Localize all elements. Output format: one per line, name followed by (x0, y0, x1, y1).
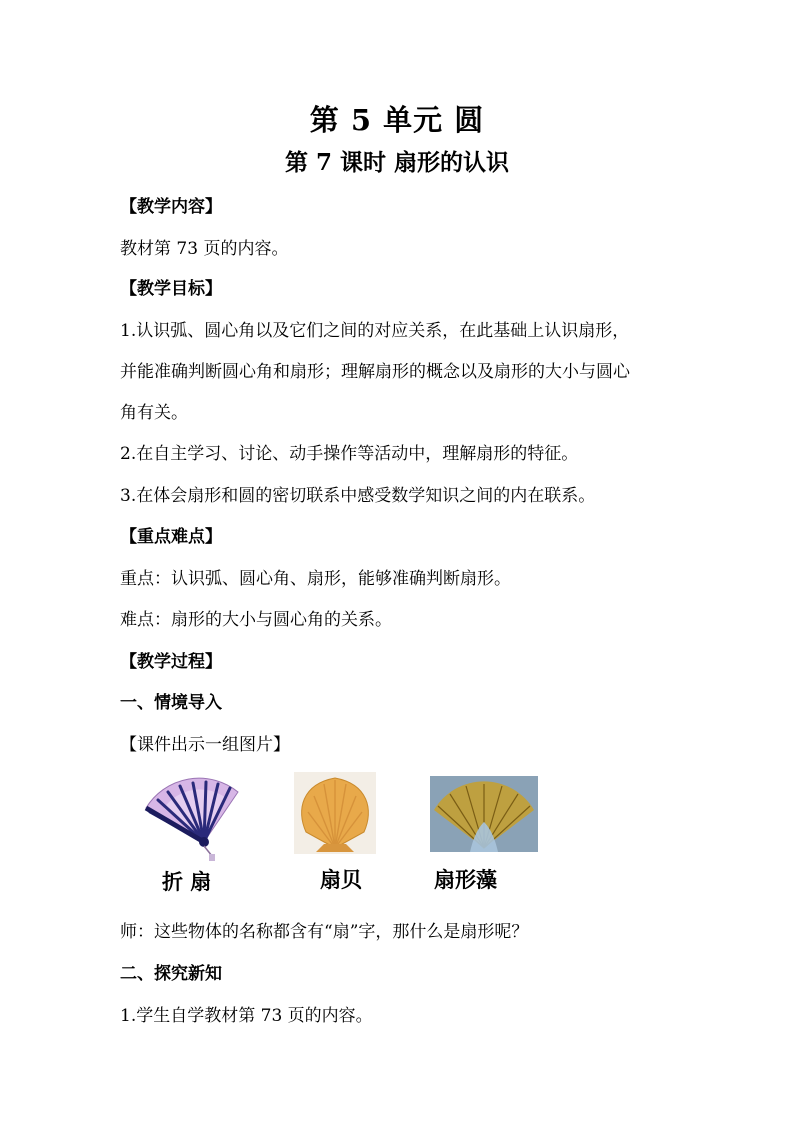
part-2-step-1: 1.学生自学教材第 73 页的内容。 (120, 1006, 373, 1026)
part-1-note: 【课件出示一组图片】 (120, 735, 290, 755)
key-point-text: 重点：认识弧、圆心角、扇形，能够准确判断扇形。 (120, 569, 511, 589)
fan-caption: 折 扇 (162, 870, 212, 894)
page-title: 第 5 单元 圆 (309, 103, 485, 137)
heading-teaching-process: 【教学过程】 (120, 652, 222, 672)
difficulty-text: 难点：扇形的大小与圆心角的关系。 (120, 610, 392, 630)
algae-caption: 扇形藻 (434, 868, 497, 892)
teacher-question: 师：这些物体的名称都含有“扇”字，那什么是扇形呢？ (120, 922, 529, 942)
teaching-content-text: 教材第 73 页的内容。 (120, 239, 289, 259)
heading-key-points: 【重点难点】 (120, 527, 222, 547)
part-1-heading: 一、情境导入 (120, 693, 222, 713)
heading-teaching-goals: 【教学目标】 (120, 279, 222, 299)
fan-algae-image (430, 776, 538, 852)
goal-3: 3.在体会扇形和圆的密切联系中感受数学知识之间的内在联系。 (120, 486, 596, 506)
part-2-heading: 二、探究新知 (120, 964, 222, 984)
goal-2: 2.在自主学习、讨论、动手操作等活动中，理解扇形的特征。 (120, 444, 579, 464)
goal-1-line-2: 并能准确判断圆心角和扇形；理解扇形的概念以及扇形的大小与圆心 (120, 362, 630, 382)
folding-fan-image (138, 768, 246, 862)
goal-1-line-3: 角有关。 (120, 403, 188, 423)
lesson-subtitle: 第 7 课时 扇形的认识 (284, 149, 510, 176)
scallop-shell-image (294, 772, 376, 854)
scallop-caption: 扇贝 (320, 868, 362, 892)
heading-teaching-content: 【教学内容】 (120, 197, 222, 217)
goal-1-line-1: 1.认识弧、圆心角以及它们之间的对应关系，在此基础上认识扇形， (120, 321, 630, 341)
